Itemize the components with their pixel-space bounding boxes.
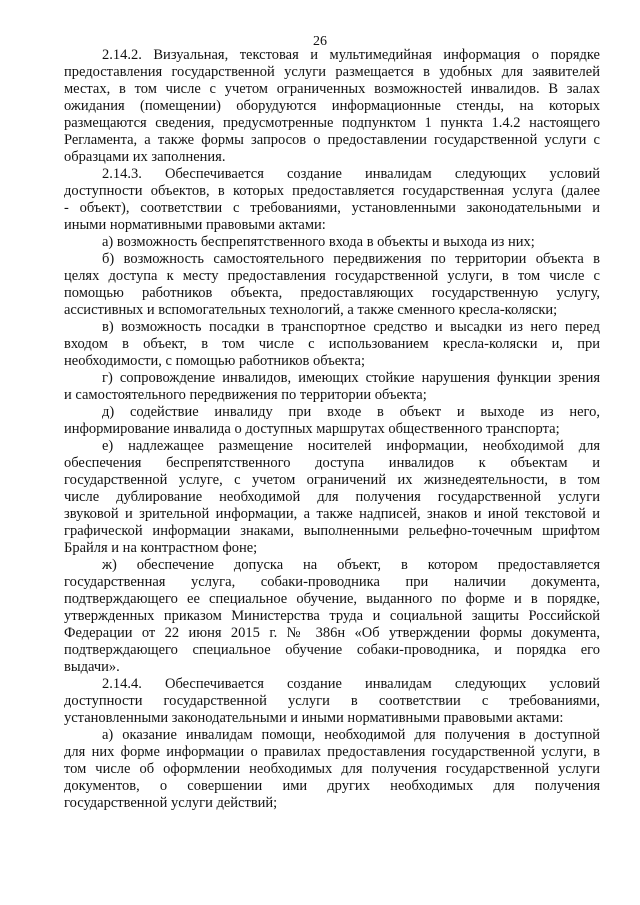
text-line: Брайля и на контрастном фоне; [64,540,258,556]
text-line: информирование инвалида о доступных маршрутах общественного транспорта; [64,421,560,437]
text-line: б) возможность самостоятельного передвижения по территории объекта в [102,251,600,267]
text-line: установленными законодательными и иными нормативными правовыми актами: [64,710,564,726]
text-line: целях доступа к месту предоставления государственной услуги, в том числе с [64,268,600,284]
text-line: - объект), соответствии с требованиями, установленными законодательными и [64,200,600,216]
clause-2-14-3-v [64,319,600,370]
text-line: в) возможность посадки в транспортное средство и высадки из него перед [102,319,600,335]
text-line: доступности объектов, в которых предоставляется государственная услуга (далее [64,183,600,199]
text-line: необходимости, с помощью работников объекта; [64,353,366,369]
text-line: образцами их заполнения. [64,149,226,165]
text-line: утвержденных приказом Министерства труда и социальной защиты Российской [64,608,600,624]
clause-2-14-3-d [64,404,600,438]
text-line: предоставления государственной услуги размещается в удобных для заявителей [64,64,600,80]
text-line: е) надлежащее размещение носителей информации, необходимой для [102,438,600,454]
text-line: и самостоятельного передвижения по территории объекта; [64,387,427,403]
text-line: государственная услуга, собаки-проводника при наличии документа, [64,574,600,590]
text-line: помощью работников объекта, предоставляющих государственную услугу, [64,285,600,301]
clause-2-14-3-a [64,234,600,251]
text-line: звуковой и зрительной информации, а также надписей, знаков и иной текстовой и [64,506,600,522]
text-line: подтверждающего ее специальное обучение, выданного по форме и в порядке, [64,591,600,607]
clause-2-14-3-e [64,438,600,557]
page-number: 26 [313,34,327,49]
text-line: документов, о совершении ими других необходимых для получения [64,778,600,794]
text-line: государственной услуге, с учетом ограничений их жизнедеятельности, в том [64,472,600,488]
text-line: том числе об оформлении необходимых для получения государственной услуги [64,761,600,777]
text-line: а) возможность беспрепятственного входа в объекты и выхода из них; [102,234,535,250]
text-line: а) оказание инвалидам помощи, необходимой для получения в доступной [102,727,600,743]
text-line: для них форме информации о правилах предоставления государственной услуги, в [64,744,600,760]
text-line: размещаются сведения, предусмотренные подпунктом 1 пункта 1.4.2 настоящего [64,115,600,131]
clause-2-14-2 [64,47,600,166]
text-line: иными нормативными правовыми актами: [64,217,326,233]
document-body [64,47,600,812]
text-line: входом в объект, в том числе с использованием кресла-коляски и, при [64,336,600,352]
text-line: ассистивных и вспомогательных технологий, а также сменного кресла-коляски; [64,302,558,318]
text-line: графической информации знаками, выполненными рельефно-точечным шрифтом [64,523,600,539]
clause-2-14-3-b [64,251,600,319]
clause-2-14-3-g [64,370,600,404]
text-line: обеспечения беспрепятственного доступа инвалидов к объектам и [64,455,600,471]
text-line: д) содействие инвалиду при входе в объект и выходе из него, [102,404,600,420]
text-line: Регламента, а также формы запросов о предоставлении государственной услуги с [64,132,600,148]
text-line: ж) обеспечение допуска на объект, в котором предоставляется [102,557,600,573]
text-line: 2.14.3. Обеспечивается создание инвалидам следующих условий [102,166,600,182]
text-line: Федерации от 22 июня 2015 г. № 386н «Об утверждении формы документа, [64,625,600,641]
clause-2-14-3 [64,166,600,234]
text-line: ожидания (помещении) оборудуются информационные стенды, на которых [64,98,600,114]
text-line: г) сопровождение инвалидов, имеющих стойкие нарушения функции зрения [102,370,600,386]
text-line: местах, в том числе с учетом ограниченных возможностей инвалидов. В залах [64,81,600,97]
clause-2-14-3-zh [64,557,600,676]
text-line: числе дублирование необходимой для получения государственной услуги [64,489,600,505]
clause-2-14-4 [64,676,600,727]
text-line: государственной услуги действий; [64,795,278,811]
text-line: 2.14.2. Визуальная, текстовая и мультимедийная информация о порядке [102,47,600,63]
text-line: подтверждающего специальное обучение собаки-проводника, и порядка его [64,642,600,658]
text-line: 2.14.4. Обеспечивается создание инвалидам следующих условий [102,676,600,692]
clause-2-14-4-a [64,727,600,812]
text-line: доступности государственной услуги в соответствии с требованиями, [64,693,600,709]
text-line: выдачи». [64,659,120,675]
